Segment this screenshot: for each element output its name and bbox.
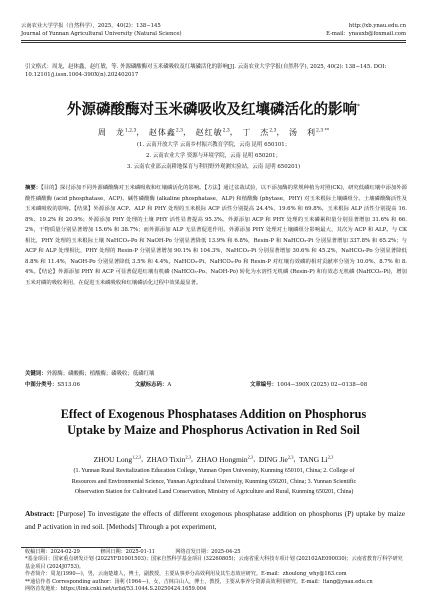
citation-format [25, 63, 405, 79]
affiliations-cn [0, 140, 427, 172]
title-cn-text: 外源磷酸酶对玉米磷吸收及红壤磷活化的影响 [67, 101, 357, 118]
title-en-line: Uptake by Maize and Phosphorus Activation in Red Soil [67, 422, 360, 437]
title-cn-fund-mark: * [357, 103, 360, 110]
journal-header-en [21, 31, 406, 38]
journal-email[interactable]: E-mail：ynauxb@foxmail.com [326, 31, 406, 37]
author-cn: 丁 杰$^{2,3}$ [242, 127, 277, 137]
affiliation-cn: 2. 云南农业大学 资源与环境学院，云南 昆明 650201； [146, 152, 281, 159]
affiliation-cn: (1. 云南开放大学 云南乡村振兴教育学院，云南 昆明 650101； [136, 142, 291, 148]
author-cn: 赵红敏$^{2,3}$ [195, 127, 230, 137]
abstract-cn-label: 摘要： [25, 185, 42, 191]
footnotes [25, 549, 405, 593]
abstract-en-label: Abstract: [25, 509, 55, 518]
affiliation-en: Observation Station for Cultivated Land Conservation, Ministry of Agriculture and Rural, Kunming 650201, China) [74, 489, 354, 496]
author-cn: 汤 利$^{2,3 **}$ [289, 127, 330, 137]
author-en: DING Jie$^{2,3}$ [258, 454, 294, 464]
author-cn: 赵体鑫$^{2,3}$ [148, 127, 184, 137]
keywords-cn [25, 369, 407, 380]
keywords-cn-text: 外源酶；磷酸酶；植酸酶；磷吸收；低磷红壤 [46, 371, 155, 377]
header-rule [21, 40, 406, 41]
footnote-author: 作者简介：周龙(1990—)，男，云南楚雄人，博士，副教授，主要从事养分高效利用及其生态效应研究。E-mail：zhoulong_why@163.com [25, 571, 347, 578]
author-en: ZHAO Tixin$^{2,3}$ [146, 454, 191, 464]
title-en [0, 407, 427, 438]
journal-header [21, 23, 406, 30]
abstract-en [25, 507, 405, 533]
abstract-en-body: [Purpose] To investigate the effects of different exogenous phosphatase addition on phosphorus (P) uptake by maize and P activation in red soil. [Methods] Through a pot experiment, [25, 509, 406, 531]
affiliations-en [25, 466, 403, 498]
citation-text: 引文格式：周龙，赵体鑫，赵红敏，等. 外源磷酸酶对玉米磷吸收及红壤磷活化的影响[J]. 云南农业大学学报(自然科学), 2025, 40(2): 138−145. DOI: 10.12101/j.issn.1004-390X(n).202402017 [25, 64, 387, 79]
footnote-rule [21, 547, 141, 548]
affiliation-en: Resources and Environmental Science, Yunnan Agricultural University, Kunming 650201, China; 3. Yunnan Scientific [71, 478, 357, 485]
title-en-line: Effect of Exogenous Phosphatases Addition on Phosphorus [60, 407, 367, 421]
author-en: TANG Li$^{2,3}$ [298, 454, 334, 464]
classification-cn [25, 380, 407, 391]
footnote-corresponding: **通信作者 Corresponding author：汤利 (1964—)，女，吉林白山人，博士，教授，主要从事养分资源高效利用研究。E-mail：ltang@ynau.edu.cn [25, 578, 373, 585]
header-rule-2 [21, 42, 406, 43]
journal-url[interactable]: http://xb.ynau.edu.cn [348, 23, 406, 29]
abstract-cn-body: 【目的】探讨添加不同外源磷酸酶对玉米磷吸收和红壤磷活化的影响。【方法】通过盆栽试验，以不添加酶的常规种植为对照(CK)，研究低磷红壤中添加外源酸性磷酸酶 (acid phosphatase，ACP)、碱性磷酸酶 (alkaline phosphatase，ALP) 和植酸酶 (phytase，PHY) 对玉米根际土壤磷组分、土壤磷酸酶活性及玉米磷吸收的影响。【结果】外源添加 ACP、ALP 和 PHY 处理的玉米根际 ACP 活性分别提高 24.4%、19.6% 和 69.8%，玉米根际 ALP 活性分别提高 16.8%、19.2% 和 20.9%；外源添加 PHY 处理的土壤 PHY 活性显著提高 95.3%。外源添加 ACP 和 PHY 处理的玉米磷累积量分别显著增加 31.6% 和 66.2%，干物质量分别显著增加 15.6% 和 38.7%；而外源添加 ALP 无显著促进作用。外源添加 PHY 处理对土壤磷组分影响最大，其次为 ACP 和 ALP。与 CK 相比，PHY 处理的玉米根际土壤 NaHCO₃-Po 和 NaOH-Po 分别显著降低 13.9% 和 6.8%，Resin-P 和 NaHCO₃-Pi 分别显著增加 337.8% 和 65.2%；与 ACP 和 ALP 处理相比，PHY 处理的 Resin-P 分别显著增加 90.1% 和 104.3%，NaHCO₃-Pi 分别显著增加 30.6% 和 45.2%，NaHCO₃-Po 分别显著降低 8.8% 和 11.4%，NaOH-Po 分别显著降低 3.5% 和 4.4%。NaHCO₃-Pi、NaHCO₃-Po 和 Resin-P 对红壤有效磷的相对贡献率分别为 10.0%、8.7% 和 8.4%。【结论】外源添加 PHY 和 ACP 可显著促进红壤有机磷 (NaHCO₃-Po、NaOH-Po) 转化为水溶性无机磷 (Resin-P) 和有效态无机磷 (NaHCO₃-Pi)，增加玉米对磷的吸收利用，在促进玉米磷吸收和红壤磷活化过程中效果最显著。 [25, 185, 407, 286]
authors-en: ZHOU Long$^{1,2,3}$, ZHAO Tixin$^{2,3}$, ZHAO Hongmin$^{2,3}$, DING Jie$^{2,3}$, TANG Li$^{2,3}$ [93, 454, 334, 464]
article-number: 文章编号：1004−390X (2025) 02−0138−08 [250, 382, 368, 388]
footnote-funding: *基金项目：国家重点研发计划 (2022YFD1901503)；国家自然科学基金项目 (32260805)；云南省重大科技专项计划 (202102AE090030)；云南省教育厅科学研究基金项目 (2024J0753)。 [25, 556, 403, 570]
clc-number: 中图分类号：S513.06 [25, 382, 80, 388]
abstract-cn [25, 183, 407, 288]
journal-header-left: 云南农业大学学报（自然科学），2025，40(2)：138−145 [21, 23, 161, 29]
author-en: ZHAO Hongmin$^{2,3}$ [196, 454, 254, 464]
footnote-dates: 收稿日期：2024-02-29 修回日期：2025-01-11 网络首发日期：2025-04-25 [25, 549, 241, 555]
authors-cn: 周 龙$^{1,2,3}$， 赵体鑫$^{2,3}$， 赵红敏$^{2,3}$， 丁 杰$^{2,3}$， 汤 利$^{2,3 **}$ [97, 127, 330, 137]
keywords-cn-label: 关键词： [25, 371, 47, 377]
journal-name-en: Journal of Yunnan Agricultural University (Natural Science) [21, 31, 182, 37]
document-code: 文献标志码：A [135, 382, 172, 388]
author-cn: 周 龙$^{1,2,3}$ [97, 127, 137, 137]
title-cn [0, 98, 427, 119]
affiliation-en: (1. Yunnan Rural Revitalization Education College, Yunnan Open University, Kunming 650101, China; 2. College of [73, 468, 355, 474]
affiliation-cn: 3. 云南农业部云南耕地保育与利用野外观测实验站，云南 昆明 650201) [126, 163, 301, 170]
footnote-online-url[interactable]: 网络首发地址：https://link.cnki.net/urlid/53.1044.S.20250424.1659.004 [25, 586, 207, 593]
author-en: ZHOU Long$^{1,2,3}$ [93, 454, 142, 464]
